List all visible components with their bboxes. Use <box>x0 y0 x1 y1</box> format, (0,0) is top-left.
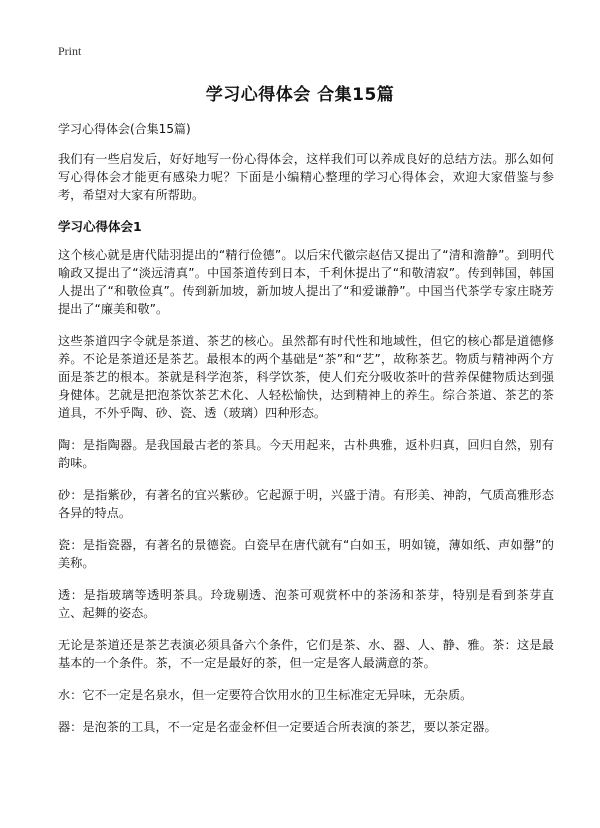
print-label: Print <box>58 44 82 58</box>
paragraph: 这些茶道四字令就是茶道、茶艺的核心。虽然都有时代性和地域性，但它的核心都是道德修养。不论是茶道还是茶艺。最根本的两个基础是“茶”和“艺”，故称茶艺。物质与精神两个方面是茶艺的根本。茶就是科学泡茶，科学饮茶，使人们充分吸收茶叶的营养保健物质达到强身健体。艺就是把泡茶饮茶艺术化、人轻松愉快，达到精神上的养生。综合茶道、茶艺的茶道具，不外乎陶、砂、瓷、透（玻璃）四种形态。 <box>58 334 554 420</box>
paragraph: 水：它不一定是名泉水，但一定要符合饮用水的卫生标准定无异味，无杂质。 <box>58 688 473 702</box>
paragraph: 这个核心就是唐代陆羽提出的“精行俭德”。以后宋代徽宗赵佶又提出了“清和澹静”。到明代喻政又提出了“淡远清真”。中国茶道传到日本，千利休提出了“和敬清寂”。传到韩国，韩国人提出了“和敬俭真”。传到新加坡，新加坡人提出了“和爱谦静”。中国当代茶学专家庄晓芳提出了“廉美和敬”。 <box>58 248 554 316</box>
paragraph: 砂：是指紫砂，有著名的宜兴紫砂。它起源于明，兴盛于清。有形美、神韵，气质高雅形态各异的特点。 <box>58 488 554 520</box>
paragraph: 无论是茶道还是茶艺表演必须具备六个条件，它们是茶、水、器、人、静、雅。茶：这是最基本的一个条件。茶，不一定是最好的茶，但一定是客人最满意的茶。 <box>58 638 554 670</box>
document-subtitle: 学习心得体会(合集15篇) <box>58 122 191 136</box>
document-body <box>58 120 554 750</box>
paragraph: 器：是泡茶的工具，不一定是名壶金杯但一定要适合所表演的茶艺，要以茶定器。 <box>58 720 497 734</box>
intro-paragraph: 我们有一些启发后，好好地写一份心得体会，这样我们可以养成良好的总结方法。那么如何写心得体会才能更有感染力呢？下面是小编精心整理的学习心得体会，欢迎大家借鉴与参考，希望对大家有所帮助。 <box>58 152 554 202</box>
paragraph: 透：是指玻璃等透明茶具。玲珑剔透、泡茶可观赏杯中的茶汤和茶芽，特别是看到茶芽直立、起舞的姿态。 <box>58 588 554 620</box>
paragraph: 瓷：是指瓷器，有著名的景德瓷。白瓷早在唐代就有“白如玉，明如镜，薄如纸、声如罄”的美称。 <box>58 538 554 570</box>
document-title: 学习心得体会 合集15篇 <box>205 85 395 105</box>
section-heading: 学习心得体会1 <box>58 219 142 234</box>
paragraph: 陶：是指陶器。是我国最古老的茶具。今天用起来，古朴典雅，返朴归真，回归自然，别有韵味。 <box>58 438 554 470</box>
